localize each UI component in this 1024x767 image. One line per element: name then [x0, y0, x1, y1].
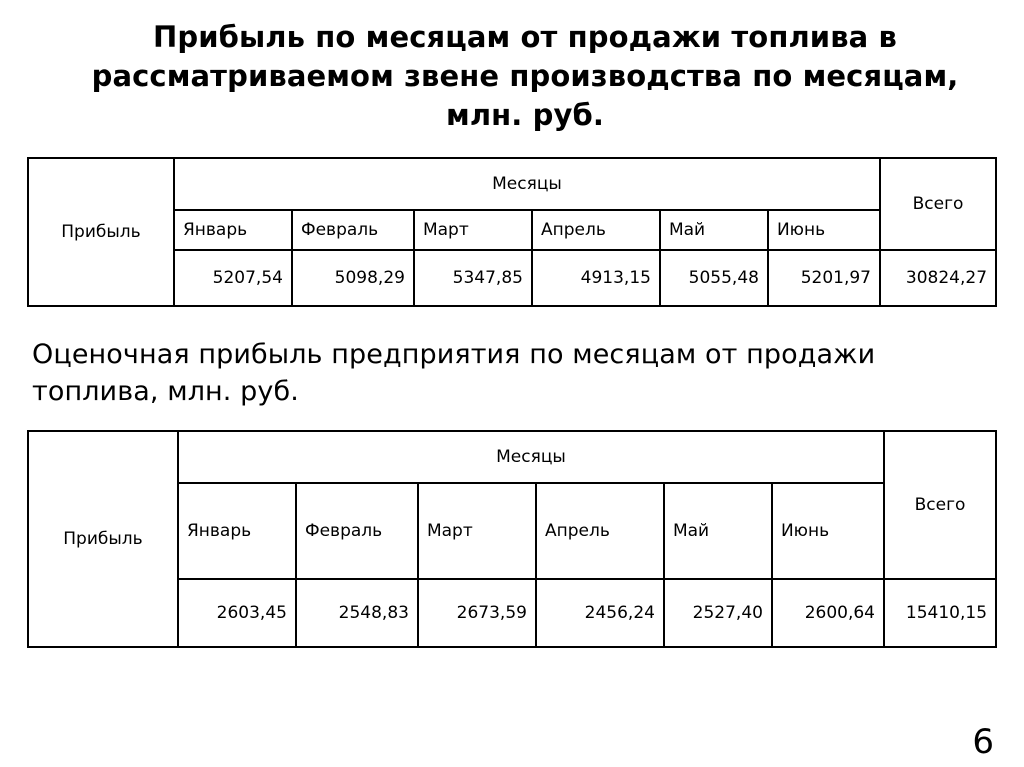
spacer — [22, 410, 1002, 430]
value-may: 2527,40 — [664, 579, 772, 647]
value-total: 30824,27 — [880, 250, 996, 306]
value-total: 15410,15 — [884, 579, 996, 647]
value-may: 5055,48 — [660, 250, 768, 306]
spacer — [22, 307, 1002, 337]
month-header-march: Март — [418, 483, 536, 579]
month-header-may: Май — [660, 210, 768, 250]
spacer — [22, 135, 1002, 157]
page-title-2: Оценочная прибыль предприятия по месяцам от продажи топлива, млн. руб. — [32, 339, 876, 407]
page-title-1: Прибыль по месяцам от продажи топлива в рассматриваемом звене производства по месяцам, млн. руб. — [91, 20, 959, 133]
month-header-february: Февраль — [292, 210, 414, 250]
value-march: 5347,85 — [414, 250, 532, 306]
header-total: Всего — [880, 158, 996, 250]
profit-table-actual — [27, 157, 997, 307]
value-january: 2603,45 — [178, 579, 296, 647]
value-february: 5098,29 — [292, 250, 414, 306]
group-header-months: Месяцы — [178, 431, 884, 483]
month-header-april: Апрель — [532, 210, 660, 250]
table-row — [28, 250, 996, 306]
table-row — [28, 431, 996, 483]
value-january: 5207,54 — [174, 250, 292, 306]
value-march: 2673,59 — [418, 579, 536, 647]
month-header-june: Июнь — [772, 483, 884, 579]
header-total: Всего — [884, 431, 996, 579]
value-april: 2456,24 — [536, 579, 664, 647]
month-header-march: Март — [414, 210, 532, 250]
row-label-profit: Прибыль — [28, 158, 174, 306]
table-row — [28, 210, 996, 250]
value-june: 5201,97 — [768, 250, 880, 306]
value-february: 2548,83 — [296, 579, 418, 647]
page-number: 6 — [972, 722, 994, 762]
month-header-january: Январь — [174, 210, 292, 250]
month-header-may: Май — [664, 483, 772, 579]
group-header-months: Месяцы — [174, 158, 880, 210]
value-june: 2600,64 — [772, 579, 884, 647]
value-april: 4913,15 — [532, 250, 660, 306]
profit-table-estimated — [27, 430, 997, 648]
table-row — [28, 158, 996, 210]
month-header-february: Февраль — [296, 483, 418, 579]
month-header-april: Апрель — [536, 483, 664, 579]
month-header-june: Июнь — [768, 210, 880, 250]
month-header-january: Январь — [178, 483, 296, 579]
row-label-profit: Прибыль — [28, 431, 178, 647]
